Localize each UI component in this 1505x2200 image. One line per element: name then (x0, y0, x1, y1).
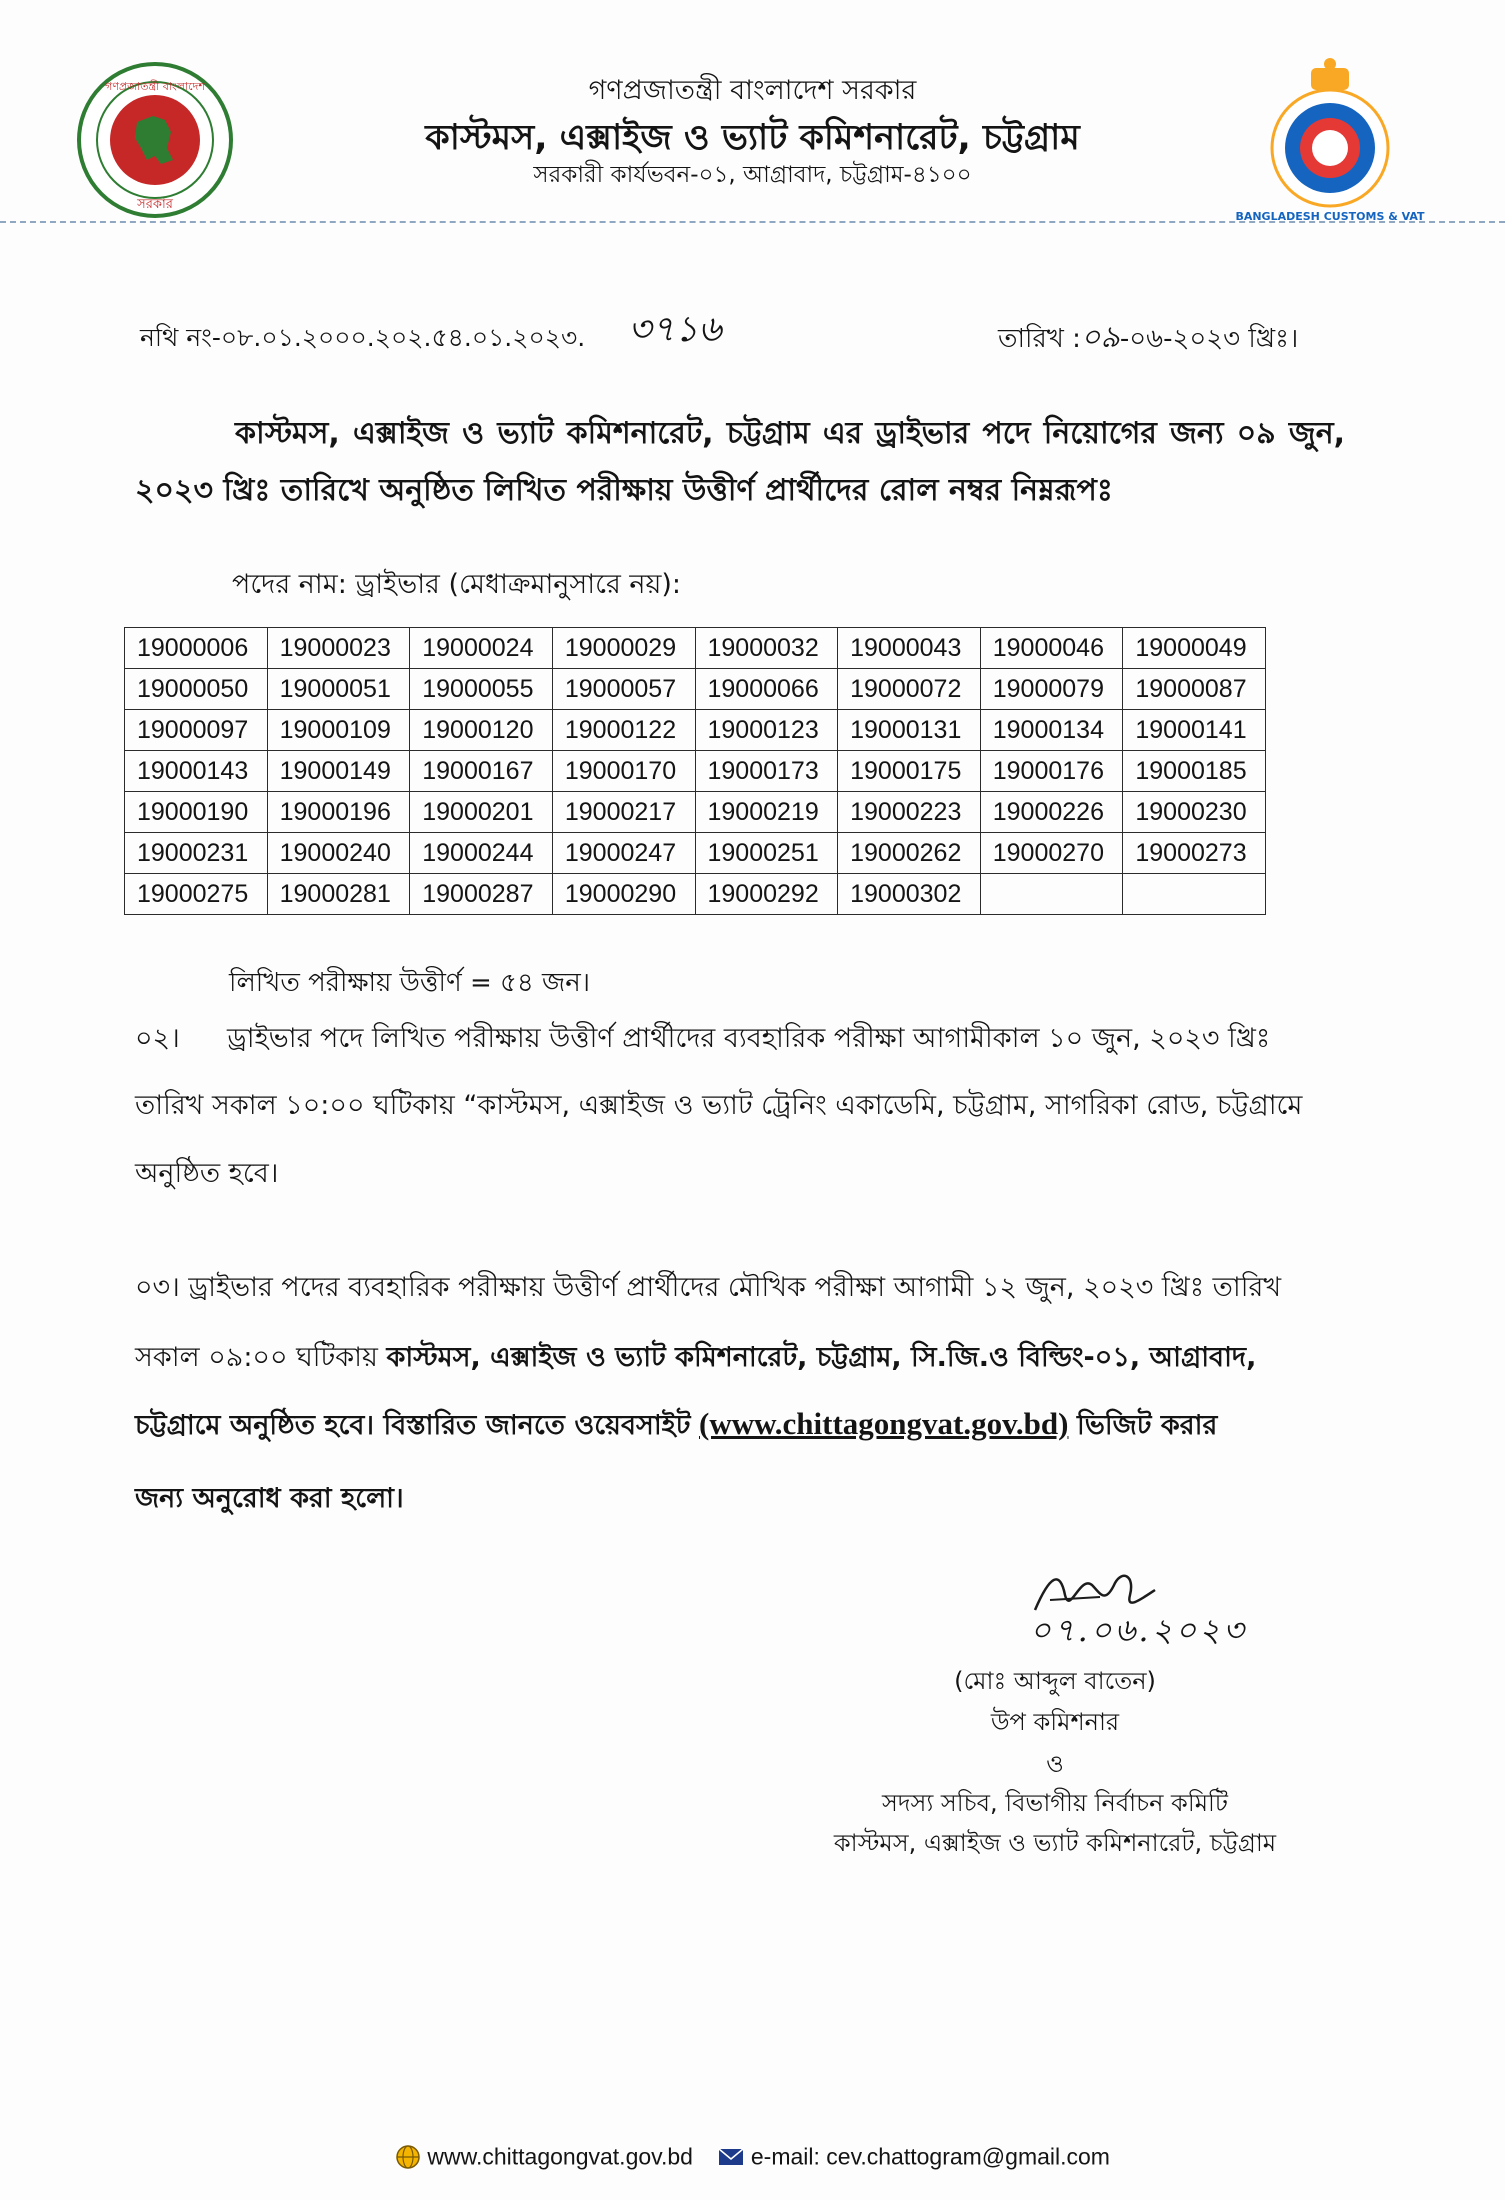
roll-number-cell: 19000149 (267, 751, 410, 792)
roll-number-cell: 19000196 (267, 792, 410, 833)
para3-line3 (135, 1405, 1345, 1450)
para3-line2 (135, 1337, 1345, 1382)
header-divider (0, 221, 1505, 223)
roll-number-cell (980, 874, 1123, 915)
footer-email[interactable]: e-mail: cev.chattogram@gmail.com (750, 2143, 1110, 2170)
roll-number-cell: 19000302 (838, 874, 981, 915)
roll-number-cell: 19000131 (838, 710, 981, 751)
roll-number-cell: 19000134 (980, 710, 1123, 751)
roll-number-cell: 19000226 (980, 792, 1123, 833)
roll-number-cell: 19000290 (552, 874, 695, 915)
signatory-office: কাস্টমস, এক্সাইজ ও ভ্যাট কমিশনারেট, চট্টগ্রাম (833, 1829, 1277, 1857)
roll-number-cell: 19000122 (552, 710, 695, 751)
roll-number-cell: 19000032 (695, 628, 838, 669)
para3-line3-end: ভিজিট করার (1077, 1410, 1218, 1441)
signature-date: ০৭.০৬.২০২৩ (1030, 1611, 1247, 1649)
svg-text:গণপ্রজাতন্ত্রী বাংলাদেশ: গণপ্রজাতন্ত্রী বাংলাদেশ (105, 80, 205, 93)
intro-paragraph: কাস্টমস, এক্সাইজ ও ভ্যাট কমিশনারেট, চট্টগ্রাম এর ড্রাইভার পদে নিয়োগের জন্য ০৯ জুন, ২০২৩ খ্রিঃ তারিখে অনুষ্ঠিত লিখিত পরীক্ষায় উত্তীর্ণ প্রার্থীদের রোল নম্বর নিম্নরূপঃ (135, 416, 1345, 508)
roll-number-cell: 19000123 (695, 710, 838, 751)
table-row (125, 874, 1266, 915)
roll-number-cell: 19000223 (838, 792, 981, 833)
roll-number-cell: 19000050 (125, 669, 268, 710)
para2-line2: তারিখ সকাল ১০:০০ ঘটিকায় “কাস্টমস, এক্সাইজ ও ভ্যাট ট্রেনিং একাডেমি, চট্টগ্রাম, সাগরিকা রোড, চট্টগ্রামে (135, 1090, 1303, 1121)
website-link[interactable]: (www.chittagongvat.gov.bd) (699, 1406, 1069, 1441)
roll-number-cell: 19000175 (838, 751, 981, 792)
roll-number-cell: 19000046 (980, 628, 1123, 669)
roll-number-cell: 19000240 (267, 833, 410, 874)
roll-number-cell: 19000185 (1123, 751, 1266, 792)
government-title: গণপ্রজাতন্ত্রী বাংলাদেশ সরকার (588, 75, 917, 106)
signatory-name: (মোঃ আব্দুল বাতেন) (954, 1667, 1156, 1695)
roll-number-cell: 19000231 (125, 833, 268, 874)
roll-number-cell: 19000057 (552, 669, 695, 710)
roll-number-cell: 19000167 (410, 751, 553, 792)
para2-line1-text: ড্রাইভার পদে লিখিত পরীক্ষায় উত্তীর্ণ প্রার্থীদের ব্যবহারিক পরীক্ষা আগামীকাল ১০ জুন, ২০২৩ খ্রিঃ (227, 1023, 1271, 1054)
table-row (125, 751, 1266, 792)
roll-number-cell: 19000170 (552, 751, 695, 792)
svg-text:সরকার: সরকার (137, 197, 173, 212)
table-row (125, 628, 1266, 669)
file-reference: নথি নং-০৮.০১.২০০০.২০২.৫৪.০১.২০২৩. (140, 323, 586, 352)
table-row (125, 833, 1266, 874)
signatory-title: উপ কমিশনার (990, 1708, 1120, 1736)
roll-number-cell: 19000219 (695, 792, 838, 833)
roll-number-cell: 19000051 (267, 669, 410, 710)
roll-number-cell: 19000097 (125, 710, 268, 751)
roll-number-table (124, 627, 1266, 915)
para3-line4: জন্য অনুরোধ করা হলো। (135, 1483, 404, 1514)
roll-number-cell: 19000029 (552, 628, 695, 669)
passed-count: লিখিত পরীক্ষায় উত্তীর্ণ = ৫৪ জন। (229, 968, 591, 998)
roll-number-cell: 19000143 (125, 751, 268, 792)
para2-line1 (135, 1018, 1345, 1068)
roll-number-cell: 19000109 (267, 710, 410, 751)
roll-number-cell: 19000273 (1123, 833, 1266, 874)
mail-icon (718, 2147, 744, 2167)
roll-number-cell: 19000120 (410, 710, 553, 751)
date-label: তারিখ : (998, 324, 1081, 354)
signatory-role: সদস্য সচিব, বিভাগীয় নির্বাচন কমিটি (882, 1789, 1228, 1817)
footer (0, 2142, 1505, 2170)
roll-number-cell: 19000292 (695, 874, 838, 915)
document-date (998, 313, 1298, 364)
roll-number-cell: 19000043 (838, 628, 981, 669)
office-title: কাস্টমস, এক্সাইজ ও ভ্যাট কমিশনারেট, চট্টগ্রাম (425, 118, 1080, 158)
roll-number-cell: 19000066 (695, 669, 838, 710)
para3-venue: কাস্টমস, এক্সাইজ ও ভ্যাট কমিশনারেট, চট্টগ্রাম, সি.জি.ও বিল্ডিং-০১, আগ্রাবাদ, (386, 1342, 1257, 1373)
roll-number-cell: 19000281 (267, 874, 410, 915)
roll-number-cell: 19000201 (410, 792, 553, 833)
roll-number-cell: 19000275 (125, 874, 268, 915)
roll-number-cell: 19000190 (125, 792, 268, 833)
para2-line3: অনুষ্ঠিত হবে। (135, 1158, 279, 1189)
post-name: পদের নাম: ড্রাইভার (মেধাক্রমানুসারে নয়): (232, 569, 682, 600)
table-row (125, 669, 1266, 710)
roll-number-cell: 19000287 (410, 874, 553, 915)
roll-number-cell: 19000176 (980, 751, 1123, 792)
roll-number-cell: 19000270 (980, 833, 1123, 874)
handwritten-reference-number: ৩৭১৬ (628, 309, 722, 350)
para3-line3-text: চট্টগ্রামে অনুষ্ঠিত হবে। বিস্তারিত জানতে ওয়েবসাইট (135, 1410, 691, 1441)
roll-number-cell: 19000141 (1123, 710, 1266, 751)
signatory-and: ও (1046, 1750, 1064, 1778)
roll-number-cell (1123, 874, 1266, 915)
roll-number-cell: 19000230 (1123, 792, 1266, 833)
svg-text:BANGLADESH CUSTOMS & VAT: BANGLADESH CUSTOMS & VAT (1235, 210, 1425, 223)
para3-line1: ০৩। ড্রাইভার পদের ব্যবহারিক পরীক্ষায় উত্তীর্ণ প্রার্থীদের মৌখিক পরীক্ষা আগামী ১২ জুন, ২০২৩ খ্রিঃ তারিখ (135, 1272, 1282, 1303)
roll-number-cell: 19000055 (410, 669, 553, 710)
roll-number-cell: 19000049 (1123, 628, 1266, 669)
globe-icon (395, 2144, 421, 2170)
date-rest: -০৬-২০২৩ খ্রিঃ। (1119, 324, 1299, 354)
table-row (125, 792, 1266, 833)
table-row (125, 710, 1266, 751)
para3-line2-plain: সকাল ০৯:০০ ঘটিকায় (135, 1342, 378, 1373)
roll-number-cell: 19000247 (552, 833, 695, 874)
office-address: সরকারী কার্যভবন-০১, আগ্রাবাদ, চট্টগ্রাম-৪১০০ (533, 162, 972, 188)
roll-number-cell: 19000023 (267, 628, 410, 669)
roll-number-cell: 19000006 (125, 628, 268, 669)
roll-number-cell: 19000244 (410, 833, 553, 874)
roll-number-cell: 19000262 (838, 833, 981, 874)
roll-number-cell: 19000173 (695, 751, 838, 792)
footer-website[interactable]: www.chittagongvat.gov.bd (427, 2143, 693, 2170)
roll-number-cell: 19000024 (410, 628, 553, 669)
para2-number: ০২। (135, 1023, 180, 1054)
roll-number-cell: 19000087 (1123, 669, 1266, 710)
roll-number-cell: 19000217 (552, 792, 695, 833)
roll-number-cell: 19000072 (838, 669, 981, 710)
roll-number-cell: 19000251 (695, 833, 838, 874)
roll-number-cell: 19000079 (980, 669, 1123, 710)
handwritten-date-day: ০৯ (1080, 320, 1120, 355)
